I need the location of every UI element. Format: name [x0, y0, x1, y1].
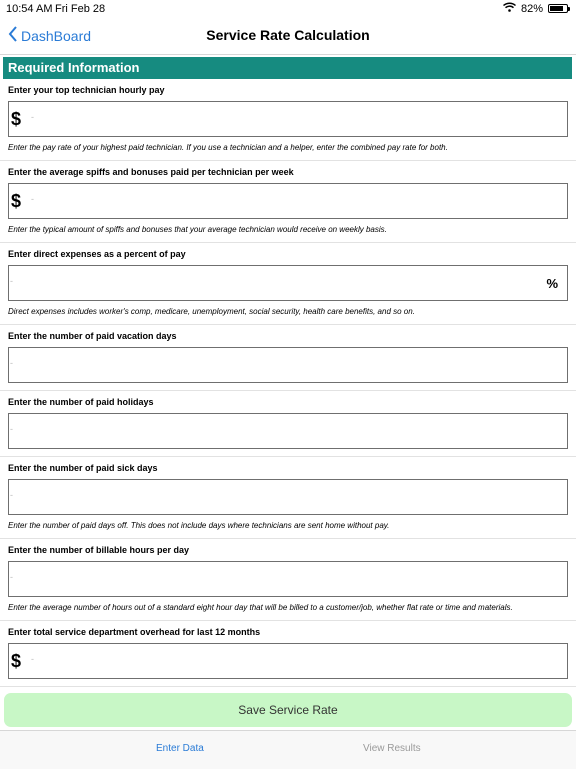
- help-text: Enter the pay rate of your highest paid technician. If you use a technician and a helper, enter the combined pay rate for both.: [8, 143, 448, 152]
- status-date: Fri Feb 28: [55, 3, 106, 15]
- navigation-bar: [0, 18, 576, 55]
- battery-icon: [548, 4, 568, 13]
- input-placeholder: -: [10, 490, 13, 500]
- form-field: [0, 325, 576, 391]
- input-field[interactable]: [8, 265, 568, 301]
- input-placeholder: -: [10, 358, 13, 368]
- percent-sign-icon: %: [546, 276, 558, 291]
- field-label: Enter total service department overhead for last 12 months: [8, 627, 261, 637]
- form-field: [0, 391, 576, 457]
- field-label: Enter the average spiffs and bonuses paid per technician per week: [8, 167, 294, 177]
- battery-fill: [550, 6, 563, 11]
- wifi-icon: [503, 2, 516, 15]
- input-field[interactable]: [8, 347, 568, 383]
- input-field[interactable]: [8, 479, 568, 515]
- form-field: [0, 243, 576, 325]
- help-text: Enter the number of paid days off. This does not include days where technicians are sent home without pay.: [8, 521, 390, 530]
- field-label: Enter the number of paid vacation days: [8, 331, 177, 341]
- input-field[interactable]: [8, 101, 568, 137]
- required-info-form: [0, 79, 576, 691]
- input-placeholder: -: [10, 276, 13, 286]
- form-field: [0, 457, 576, 539]
- help-text: Direct expenses includes worker's comp, medicare, unemployment, social security, health care benefits, and so on.: [8, 307, 415, 316]
- status-right: [503, 2, 568, 15]
- back-button-label: DashBoard: [21, 27, 92, 44]
- input-field[interactable]: [8, 561, 568, 597]
- form-field: [0, 161, 576, 243]
- tab-bar: [0, 730, 576, 769]
- form-field: [0, 621, 576, 687]
- field-label: Enter the number of billable hours per day: [8, 545, 190, 555]
- form-field: [0, 79, 576, 161]
- help-text: Enter the typical amount of spiffs and bonuses that your average technician would receive on weekly basis.: [8, 225, 387, 234]
- form-field: [0, 539, 576, 621]
- field-label: Enter the number of paid sick days: [8, 463, 158, 473]
- tab-view-results[interactable]: View Results: [363, 743, 421, 754]
- input-placeholder: -: [31, 112, 34, 122]
- dollar-sign-icon: $: [11, 109, 22, 129]
- help-text: Enter the average number of hours out of a standard eight hour day that will be billed to a customer/job, whether flat rate or time and materials.: [8, 603, 513, 612]
- input-field[interactable]: [8, 183, 568, 219]
- field-label: Enter the number of paid holidays: [8, 397, 154, 407]
- input-placeholder: -: [31, 194, 34, 204]
- input-field[interactable]: [8, 413, 568, 449]
- save-service-rate-button[interactable]: Save Service Rate: [4, 693, 572, 727]
- status-bar: [0, 0, 576, 18]
- field-label: Enter your top technician hourly pay: [8, 85, 165, 95]
- input-field[interactable]: [8, 643, 568, 679]
- page-title: Service Rate Calculation: [206, 27, 370, 43]
- input-placeholder: -: [10, 424, 13, 434]
- input-placeholder: -: [10, 572, 13, 582]
- field-label: Enter direct expenses as a percent of pay: [8, 249, 186, 259]
- status-time: 10:54 AM: [6, 3, 53, 15]
- battery-percent: 82%: [520, 2, 543, 15]
- dollar-sign-icon: $: [11, 651, 22, 671]
- dollar-sign-icon: $: [11, 191, 22, 211]
- section-header: Required Information: [3, 57, 572, 79]
- input-placeholder: -: [31, 654, 34, 664]
- tab-enter-data[interactable]: Enter Data: [156, 743, 204, 754]
- save-area: [4, 693, 572, 727]
